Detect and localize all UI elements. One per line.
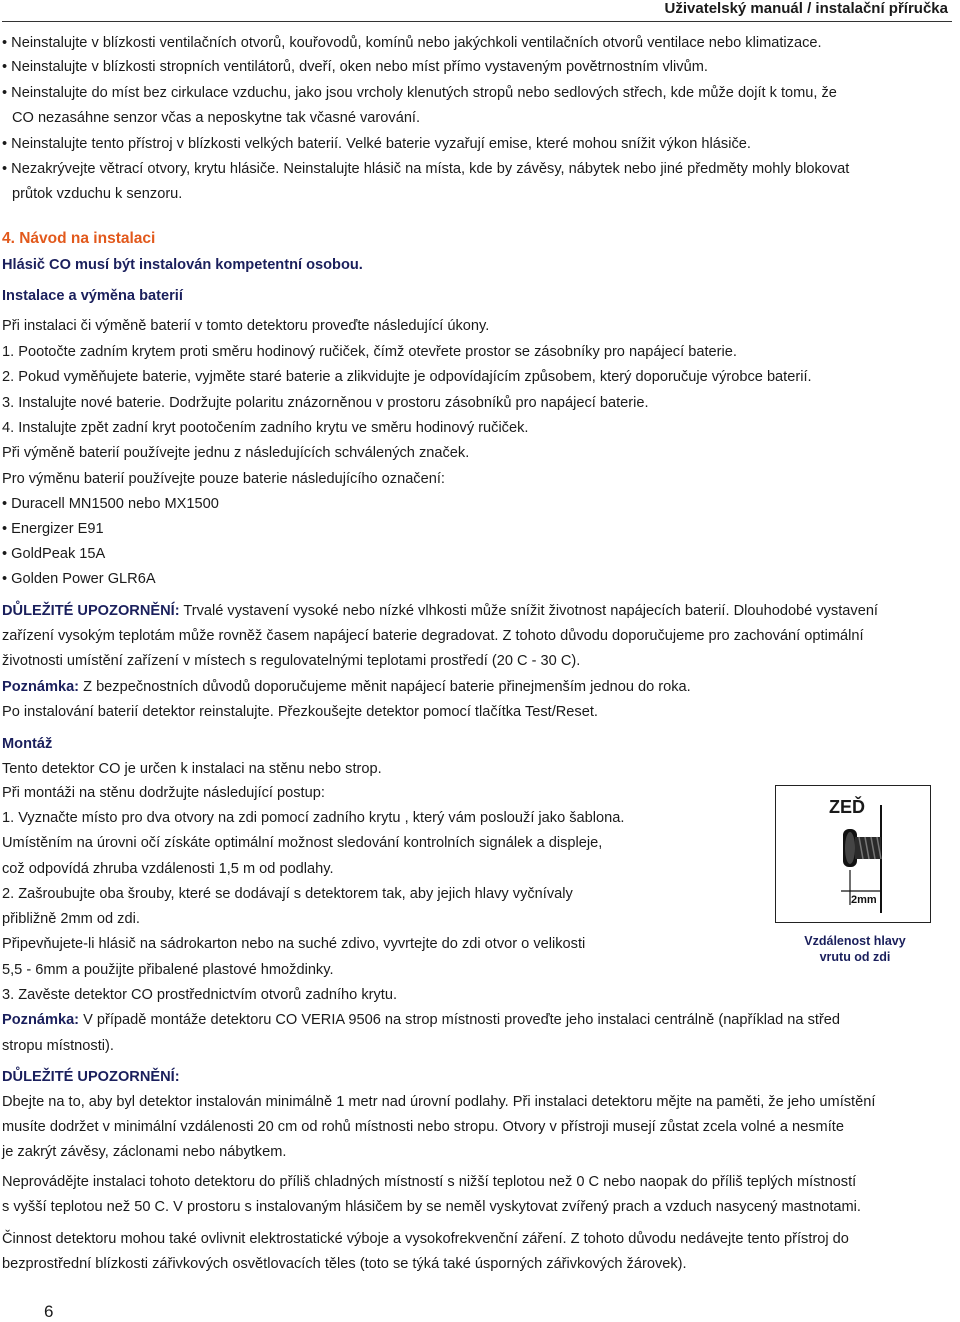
- esd-line: bezprostřední blízkosti zářivkových osvětlovacích těles (toto se týká také úsporných zářivkových žárovek).: [2, 1256, 687, 1272]
- bullet-line: průtok vzduchu k senzoru.: [12, 186, 183, 202]
- mount-line: Umístěním na úrovni očí získáte optimální možnost sledování kontrolních signálek a displeje,: [2, 835, 603, 851]
- battery-brand-item: • Duracell MN1500 nebo MX1500: [2, 496, 219, 512]
- temperature-line: Neprovádějte instalaci tohoto detektoru do příliš chladných místností s nižší teplotou než 0 C nebo naopak do příliš teplých místností: [2, 1174, 857, 1190]
- mount-line: přibližně 2mm od zdi.: [2, 911, 140, 927]
- mount-line: Při montáži na stěnu dodržujte následující postup:: [2, 785, 325, 801]
- battery-line: Při instalaci či výměně baterií v tomto detektoru proveďte následující úkony.: [2, 318, 490, 334]
- battery-brand-item: • Energizer E91: [2, 521, 104, 537]
- bullet-line: CO nezasáhne senzor včas a neposkytne tak včasné varování.: [12, 110, 421, 126]
- competent-notice: Hlásič CO musí být instalován kompetentní osobou.: [2, 257, 363, 273]
- note-paragraph: [2, 1011, 840, 1029]
- mount-line: což odpovídá zhruba vzdálenosti 1,5 m od podlahy.: [2, 861, 334, 877]
- mount-line: 1. Vyznačte místo pro dva otvory na zdi pomocí zadního krytu , který vám poslouží jako šablona.: [2, 810, 625, 826]
- bullet-line: • Neinstalujte tento přístroj v blízkosti velkých baterií. Velké baterie vyzařují emise, které mohou snížit výkon hlásiče.: [2, 136, 751, 152]
- mount-line: Tento detektor CO je určen k instalaci na stěnu nebo strop.: [2, 761, 382, 777]
- battery-line: 1. Pootočte zadním krytem proti směru hodinový ručiček, čímž otevřete prostor se zásobníky pro napájecí baterie.: [2, 344, 737, 360]
- page-header-title: Uživatelský manuál / instalační příručka: [664, 0, 948, 17]
- note-text: Z bezpečnostních důvodů doporučujeme měnit napájecí baterie přinejmenším jednou do roka.: [79, 679, 691, 695]
- bullet-line: • Nezakrývejte větrací otvory, krytu hlásiče. Neinstalujte hlásič na místa, kde by závěsy, nábytek nebo jiné předměty mohly blokovat: [2, 161, 850, 177]
- note-line: stropu místnosti).: [2, 1038, 114, 1054]
- warning-text: Trvalé vystavení vysoké nebo nízké vlhkosti může snížit životnost napájecích baterií. Dlouhodobé vystavení: [179, 603, 878, 619]
- section-heading: 4. Návod na instalaci: [2, 230, 156, 247]
- battery-line: Pro výměnu baterií používejte pouze baterie následujícího označení:: [2, 471, 445, 487]
- gap-label: 2mm: [851, 894, 877, 906]
- battery-brand-item: • GoldPeak 15A: [2, 546, 106, 562]
- battery-heading: Instalace a výměna baterií: [2, 288, 183, 304]
- screw-icon: [843, 829, 881, 867]
- note-paragraph: [2, 678, 691, 696]
- header-divider: [2, 21, 952, 22]
- battery-line: 3. Instalujte nové baterie. Dodržujte polaritu znázorněnou v prostoru zásobníků pro napájecí baterie.: [2, 395, 649, 411]
- warning-line: musíte dodržet v minimální vzdálenosti 20 cm od rohů místnosti nebo stropu. Otvory v přístroji musejí zůstat zcela volné a nesmíte: [2, 1119, 844, 1135]
- figure-caption-line: Vzdálenost hlavy: [804, 934, 906, 948]
- warning-paragraph: [2, 602, 878, 620]
- warning-line: životnosti umístění zařízení v místech s regulovatelnými teplotami prostředí (20 C - 30 C).: [2, 653, 581, 669]
- screw-diagram: [775, 785, 935, 925]
- page-number: 6: [44, 1302, 54, 1321]
- battery-line: 4. Instalujte zpět zadní kryt pootočením zadního krytu ve směru hodinový ručiček.: [2, 420, 529, 436]
- warning-line: zařízení vysokým teplotám může rovněž časem napájecí baterie degradovat. Z tohoto důvodu doporučujeme pro zachování optimální: [2, 628, 864, 644]
- warning-line: je zakrýt závěsy, záclonami nebo nábytkem.: [2, 1144, 287, 1160]
- bullet-line: • Neinstalujte v blízkosti ventilačních otvorů, kouřovodů, komínů nebo jakýchkoli ventilačních otvorů ventilace nebo klimatizace.: [2, 35, 822, 51]
- warning-label: DŮLEŽITÉ UPOZORNĚNÍ:: [2, 1069, 180, 1085]
- warning-line: Dbejte na to, aby byl detektor instalován minimálně 1 metr nad úrovní podlahy. Při instalaci detektoru mějte na paměti, že jeho umístění: [2, 1094, 876, 1110]
- wall-label: ZEĎ: [829, 797, 865, 817]
- note-text: V případě montáže detektoru CO VERIA 9506 na strop místnosti proveďte jeho instalaci centrálně (například na střed: [79, 1012, 841, 1028]
- mount-line: Připevňujete-li hlásič na sádrokarton nebo na suché zdivo, vyvrtejte do zdi otvor o velikosti: [2, 936, 586, 952]
- battery-brand-item: • Golden Power GLR6A: [2, 571, 156, 587]
- mount-heading: Montáž: [2, 736, 53, 752]
- esd-line: Činnost detektoru mohou také ovlivnit elektrostatické výboje a vysokofrekvenční záření. Z tohoto důvodu nedávejte tento přístroj do: [2, 1231, 849, 1247]
- temperature-line: s vyšší teplotou než 50 C. V prostoru s instalovaným hlásičem by se neměl vyskytovat zvířený prach a vzduch nasycený mastnotami.: [2, 1199, 861, 1215]
- bullet-line: • Neinstalujte v blízkosti stropních ventilátorů, dveří, oken nebo míst přímo vystaveným povětrnostním vlivům.: [2, 59, 708, 75]
- note-label: Poznámka:: [2, 1012, 80, 1028]
- screw-distance-figure: [775, 785, 935, 975]
- mount-line: 5,5 - 6mm a použijte přibalené plastové hmoždinky.: [2, 962, 334, 978]
- reinstall-line: Po instalování baterií detektor reinstalujte. Přezkoušejte detektor pomocí tlačítka Test/Reset.: [2, 704, 598, 720]
- figure-caption: [775, 933, 935, 965]
- battery-line: Při výměně baterií používejte jednu z následujících schválených značek.: [2, 445, 470, 461]
- mount-line: 3. Zavěste detektor CO prostřednictvím otvorů zadního krytu.: [2, 987, 398, 1003]
- figure-caption-line: vrutu od zdi: [819, 950, 891, 964]
- bullet-line: • Neinstalujte do míst bez cirkulace vzduchu, jako jsou vrcholy klenutých stropů nebo sedlových střech, kde může dojít k tomu, že: [2, 85, 837, 101]
- battery-line: 2. Pokud vyměňujete baterie, vyjměte staré baterie a zlikvidujte je odpovídajícím způsobem, který doporučuje výrobce baterií.: [2, 369, 812, 385]
- warning-label: DŮLEŽITÉ UPOZORNĚNÍ:: [2, 603, 180, 619]
- note-label: Poznámka:: [2, 679, 80, 695]
- mount-line: 2. Zašroubujte oba šrouby, které se dodávají s detektorem tak, aby jejich hlavy vyčnívaly: [2, 886, 573, 902]
